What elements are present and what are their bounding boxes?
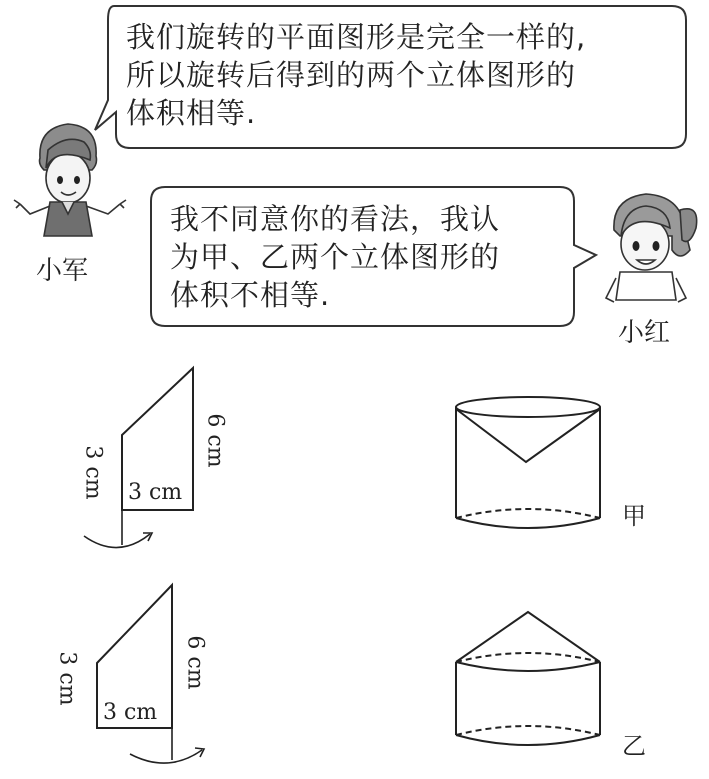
top-right-label: 6 cm [202,413,228,468]
xiaojun-name: 小军 [36,256,89,286]
top-left-label: 3 cm [80,445,106,500]
xiaojun-line-1: 我们旋转的平面图形是完全一样的, [126,20,587,54]
xiaohong-line-1: 我不同意你的看法，我认 [170,202,501,236]
xiaojun-avatar [14,124,126,236]
xiaojun-line-2: 所以旋转后得到的两个立体图形的 [126,58,577,92]
solid-jia-label: 甲 [622,502,646,530]
xiaohong-line-3: 体积不相等. [170,278,331,312]
rotation-arrow-bottom [130,750,202,763]
xiaojun-line-3: 体积相等. [126,96,257,130]
top-bottom-label: 3 cm [128,480,183,505]
rotation-arrow-top [84,534,150,548]
bottom-right-label: 6 cm [182,635,208,690]
solid-yi-label: 乙 [622,732,646,760]
xiaohong-avatar [606,194,697,302]
solid-jia [456,397,600,528]
xiaohong-name: 小红 [618,318,671,348]
xiaohong-line-2: 为甲、乙两个立体图形的 [170,240,501,274]
solid-yi [456,612,600,745]
bottom-left-label: 3 cm [54,651,80,706]
bottom-bottom-label: 3 cm [103,700,158,725]
